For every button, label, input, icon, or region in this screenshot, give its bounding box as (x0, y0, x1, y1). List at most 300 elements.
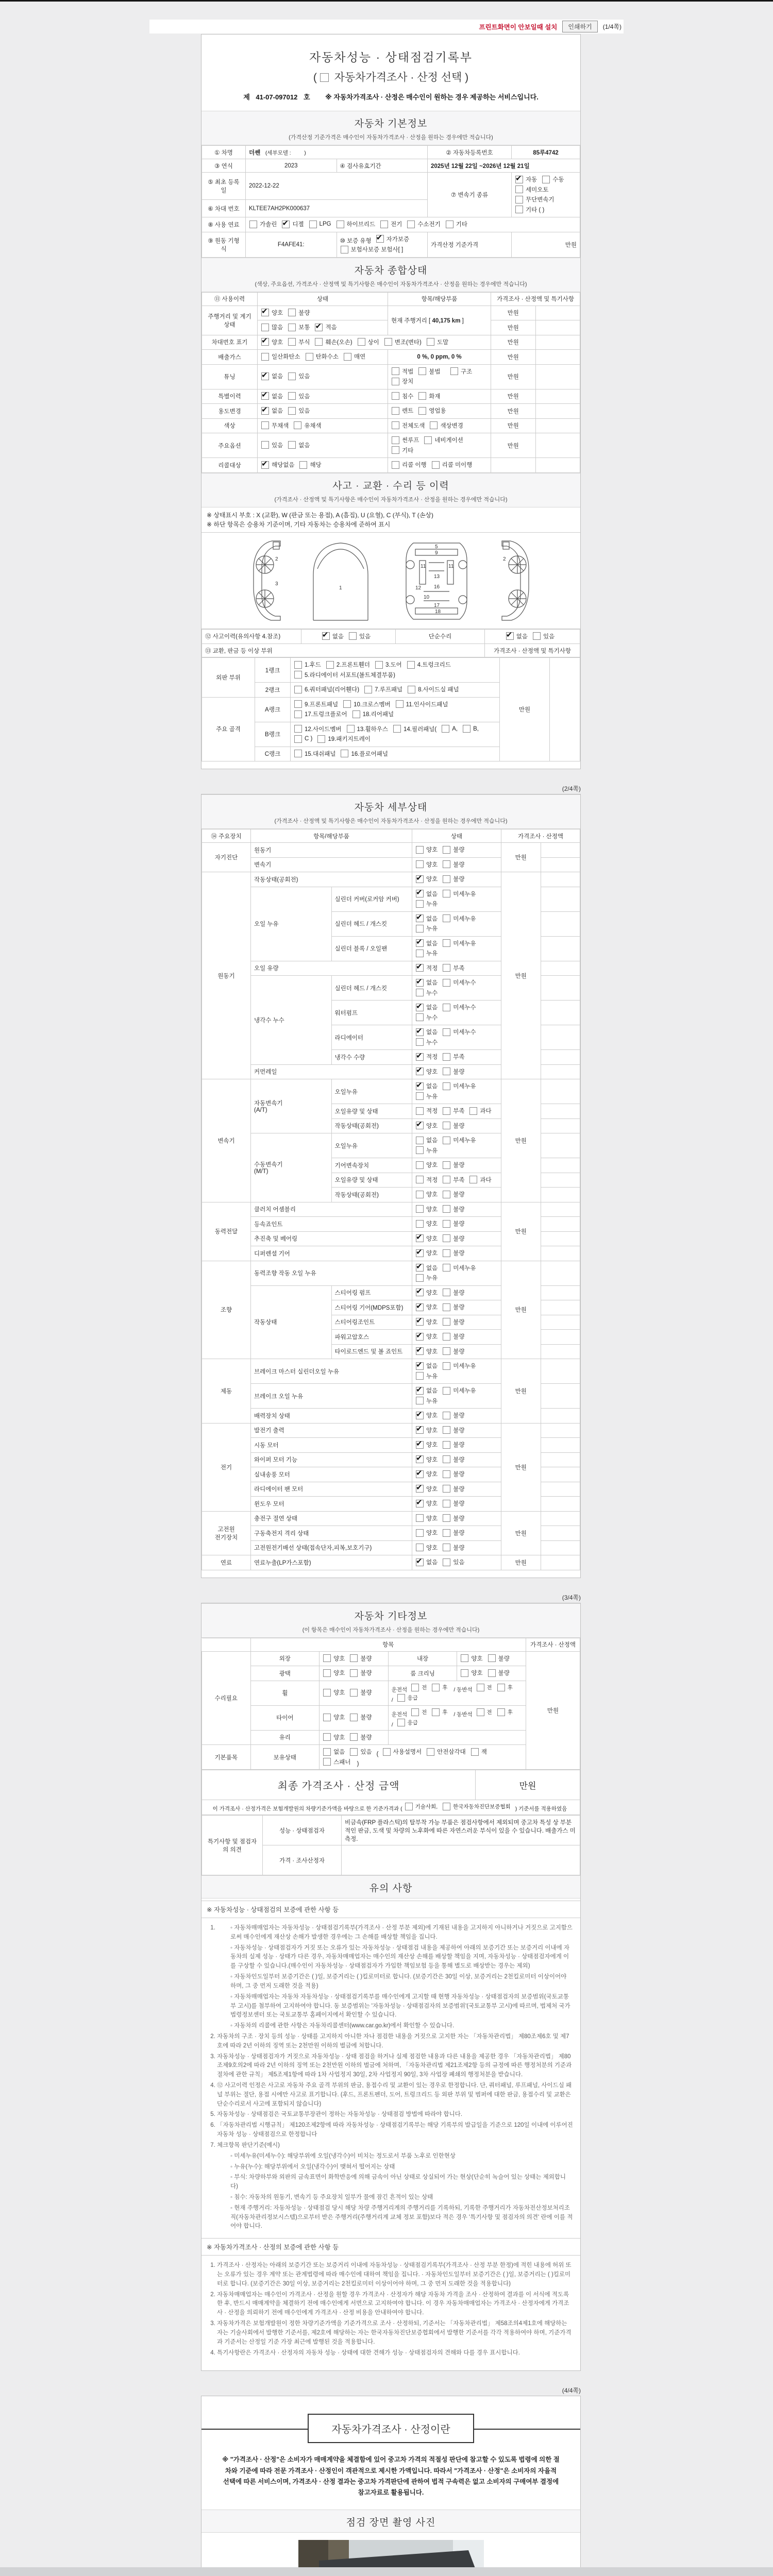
checkbox[interactable] (416, 1137, 424, 1144)
checkbox[interactable] (416, 1514, 424, 1522)
checkbox-option[interactable] (416, 860, 438, 869)
checkbox[interactable] (477, 1684, 484, 1691)
checkbox[interactable] (416, 1426, 424, 1434)
checkbox-option[interactable] (418, 367, 440, 376)
checkbox-option[interactable] (323, 1713, 345, 1721)
checkbox-option[interactable] (294, 660, 321, 669)
checkbox[interactable] (443, 1053, 450, 1061)
checkbox[interactable] (416, 1220, 424, 1228)
checkbox[interactable] (416, 1387, 424, 1395)
checkbox-option[interactable] (309, 221, 331, 228)
checkbox[interactable] (261, 324, 269, 331)
checkbox[interactable] (443, 1234, 450, 1242)
checkbox-option[interactable] (294, 750, 335, 758)
checkbox[interactable] (416, 1161, 424, 1169)
checkbox[interactable] (294, 661, 302, 669)
checkbox[interactable] (443, 1137, 450, 1144)
checkbox[interactable] (323, 1689, 331, 1697)
checkbox[interactable] (443, 860, 450, 868)
checkbox-option[interactable] (407, 660, 451, 669)
checkbox[interactable] (416, 1441, 424, 1449)
checkbox-option[interactable] (432, 1708, 447, 1716)
checkbox-option[interactable] (411, 1708, 427, 1716)
checkbox[interactable] (443, 1500, 450, 1507)
checkbox-option[interactable] (416, 964, 438, 972)
checkbox-option[interactable] (427, 338, 448, 346)
checkbox[interactable] (443, 1067, 450, 1075)
checkbox[interactable] (427, 1748, 434, 1756)
checkbox[interactable] (416, 890, 424, 897)
checkbox-option[interactable] (261, 309, 283, 317)
checkbox-option[interactable] (515, 206, 544, 214)
checkbox-option[interactable] (416, 1372, 438, 1380)
checkbox-option[interactable] (416, 949, 438, 957)
checkbox-option[interactable] (443, 1122, 464, 1130)
checkbox[interactable] (341, 750, 348, 757)
checkbox[interactable] (443, 979, 450, 987)
checkbox-option[interactable] (443, 978, 476, 987)
checkbox[interactable] (358, 338, 365, 346)
checkbox[interactable] (418, 407, 426, 415)
checkbox[interactable] (288, 407, 296, 415)
checkbox-option[interactable] (416, 1455, 438, 1464)
checkbox[interactable] (288, 441, 296, 449)
checkbox[interactable] (443, 1082, 450, 1090)
checkbox-option[interactable] (443, 890, 476, 898)
checkbox[interactable] (416, 1362, 424, 1370)
checkbox[interactable] (443, 1264, 450, 1272)
checkbox-option[interactable] (392, 446, 413, 454)
checkbox-option[interactable] (443, 1529, 464, 1537)
checkbox-option[interactable] (317, 735, 371, 743)
checkbox-option[interactable] (443, 1003, 476, 1011)
checkbox-option[interactable] (515, 175, 537, 183)
checkbox-option[interactable] (497, 1708, 513, 1716)
checkbox[interactable] (418, 367, 426, 375)
checkbox-option[interactable] (533, 632, 554, 640)
checkbox-option[interactable] (416, 890, 438, 898)
checkbox-option[interactable] (443, 1053, 464, 1061)
checkbox-option[interactable] (443, 875, 464, 883)
checkbox[interactable] (443, 1289, 450, 1296)
checkbox[interactable] (443, 890, 450, 897)
checkbox-option[interactable] (288, 441, 310, 449)
checkbox[interactable] (323, 1733, 331, 1741)
checkbox-option[interactable] (288, 338, 310, 346)
checkbox[interactable] (384, 338, 392, 346)
checkbox[interactable] (294, 725, 302, 733)
checkbox-option[interactable] (392, 392, 413, 400)
checkbox[interactable] (416, 1028, 424, 1036)
checkbox-option[interactable] (416, 1440, 438, 1449)
checkbox[interactable] (416, 1544, 424, 1551)
checkbox[interactable] (443, 846, 450, 854)
checkbox[interactable] (416, 989, 424, 996)
checkbox-option[interactable] (443, 914, 476, 923)
checkbox[interactable] (294, 750, 302, 757)
checkbox-option[interactable] (443, 1318, 464, 1326)
checkbox[interactable] (408, 686, 415, 693)
checkbox-option[interactable] (376, 235, 409, 243)
checkbox-option[interactable] (416, 1067, 438, 1076)
checkbox-option[interactable] (282, 220, 304, 228)
checkbox[interactable] (443, 914, 450, 922)
checkbox[interactable] (443, 875, 450, 883)
checkbox[interactable] (416, 1303, 424, 1311)
checkbox[interactable] (294, 671, 302, 679)
checkbox-option[interactable] (488, 1654, 510, 1663)
checkbox-option[interactable] (343, 700, 391, 708)
checkbox[interactable] (397, 1694, 405, 1702)
checkbox-option[interactable] (322, 632, 344, 640)
checkbox-option[interactable] (416, 1146, 438, 1155)
checkbox-option[interactable] (407, 220, 440, 228)
checkbox-option[interactable] (416, 1161, 438, 1169)
checkbox-option[interactable] (443, 860, 464, 869)
checkbox-option[interactable] (416, 1082, 438, 1090)
checkbox-option[interactable] (416, 1092, 438, 1100)
checkbox[interactable] (294, 700, 302, 708)
checkbox-option[interactable] (469, 1176, 491, 1184)
checkbox-option[interactable] (443, 1205, 464, 1213)
checkbox[interactable] (416, 950, 424, 957)
checkbox-option[interactable] (427, 1748, 466, 1756)
checkbox[interactable] (392, 461, 399, 469)
checkbox[interactable] (407, 221, 415, 228)
checkbox[interactable] (261, 441, 269, 449)
checkbox-option[interactable] (261, 352, 300, 361)
checkbox[interactable] (450, 367, 458, 375)
checkbox[interactable] (432, 1684, 440, 1691)
checkbox-option[interactable] (416, 1303, 438, 1311)
checkbox[interactable] (443, 1412, 450, 1419)
checkbox[interactable] (416, 1455, 424, 1463)
checkbox[interactable] (443, 1529, 450, 1537)
checkbox[interactable] (416, 1038, 424, 1046)
checkbox-option[interactable] (416, 939, 438, 947)
checkbox-option[interactable] (515, 185, 548, 194)
checkbox-option[interactable] (416, 1274, 438, 1282)
checkbox[interactable] (416, 1397, 424, 1404)
checkbox[interactable] (416, 1558, 424, 1566)
checkbox-option[interactable] (443, 1264, 476, 1272)
checkbox-option[interactable] (443, 1470, 464, 1478)
checkbox-option[interactable] (383, 1748, 422, 1756)
checkbox-option[interactable] (471, 1748, 487, 1756)
checkbox-option[interactable] (424, 436, 463, 444)
checkbox[interactable] (350, 1689, 358, 1697)
checkbox-option[interactable] (461, 1654, 482, 1663)
checkbox[interactable] (416, 1529, 424, 1537)
checkbox-option[interactable] (443, 1803, 511, 1810)
checkbox-option[interactable] (416, 1470, 438, 1478)
checkbox-option[interactable] (261, 372, 283, 380)
checkbox-option[interactable] (443, 1558, 464, 1566)
checkbox-option[interactable] (430, 421, 463, 430)
checkbox-option[interactable] (416, 1426, 438, 1434)
checkbox-option[interactable] (443, 1362, 476, 1370)
checkbox-option[interactable] (416, 1219, 438, 1228)
checkbox[interactable] (418, 392, 426, 400)
checkbox-option[interactable] (443, 1544, 464, 1552)
checkbox[interactable] (350, 1714, 358, 1721)
checkbox[interactable] (427, 338, 434, 346)
checkbox[interactable] (416, 1289, 424, 1296)
checkbox-option[interactable] (261, 421, 289, 430)
checkbox-option[interactable] (416, 1205, 438, 1213)
checkbox[interactable] (323, 1758, 331, 1766)
checkbox[interactable] (392, 421, 399, 429)
checkbox-option[interactable] (416, 924, 438, 933)
checkbox[interactable] (416, 1122, 424, 1129)
checkbox[interactable] (416, 1082, 424, 1090)
checkbox-option[interactable] (337, 220, 376, 228)
checkbox[interactable] (416, 964, 424, 972)
checkbox-option[interactable] (443, 1190, 464, 1198)
checkbox[interactable] (416, 1092, 424, 1100)
checkbox[interactable] (416, 1333, 424, 1341)
checkbox[interactable] (416, 1485, 424, 1493)
checkbox[interactable] (261, 353, 269, 361)
checkbox-option[interactable] (416, 1249, 438, 1257)
checkbox-option[interactable] (380, 220, 402, 228)
checkbox[interactable] (515, 176, 523, 183)
checkbox-option[interactable] (443, 1440, 464, 1449)
checkbox[interactable] (432, 1708, 440, 1716)
checkbox-option[interactable] (443, 964, 464, 972)
checkbox-option[interactable] (288, 406, 310, 415)
checkbox[interactable] (416, 1176, 424, 1183)
print-button[interactable]: 인쇄하기 (562, 21, 597, 32)
checkbox-option[interactable] (416, 1136, 438, 1144)
checkbox[interactable] (294, 421, 301, 429)
checkbox-option[interactable] (416, 1347, 438, 1355)
checkbox-option[interactable] (416, 845, 438, 854)
checkbox[interactable] (443, 1191, 450, 1198)
checkbox-option[interactable] (323, 1758, 350, 1766)
checkbox[interactable] (416, 939, 424, 947)
checkbox[interactable] (416, 1372, 424, 1380)
checkbox-option[interactable] (347, 725, 388, 733)
checkbox-option[interactable] (506, 632, 528, 640)
checkbox-option[interactable] (443, 1426, 464, 1434)
checkbox-option[interactable] (288, 323, 310, 331)
checkbox[interactable] (416, 846, 424, 854)
checkbox-option[interactable] (261, 441, 283, 449)
checkbox[interactable] (282, 221, 290, 228)
checkbox[interactable] (416, 1264, 424, 1272)
checkbox[interactable] (288, 372, 296, 380)
checkbox-option[interactable] (416, 1499, 438, 1507)
checkbox[interactable] (443, 1028, 450, 1036)
checkbox[interactable] (515, 185, 523, 193)
checkbox[interactable] (461, 1654, 468, 1662)
checkbox-option[interactable] (393, 725, 436, 733)
checkbox-option[interactable] (396, 700, 448, 708)
checkbox[interactable] (323, 1714, 331, 1721)
checkbox[interactable] (542, 176, 550, 183)
checkbox-option[interactable] (416, 1558, 438, 1566)
checkbox[interactable] (443, 1122, 450, 1129)
checkbox-option[interactable] (364, 685, 402, 693)
checkbox[interactable] (416, 1013, 424, 1021)
checkbox[interactable] (443, 1485, 450, 1493)
checkbox-option[interactable] (350, 1654, 372, 1663)
checkbox-option[interactable] (432, 1684, 447, 1691)
checkbox[interactable] (261, 392, 269, 400)
checkbox-option[interactable] (416, 1397, 438, 1405)
checkbox[interactable] (416, 1274, 424, 1282)
checkbox-option[interactable] (384, 338, 422, 346)
checkbox-option[interactable] (326, 660, 370, 669)
checkbox-option[interactable] (344, 352, 365, 361)
checkbox-option[interactable] (443, 1303, 464, 1311)
checkbox[interactable] (261, 461, 269, 469)
checkbox-option[interactable] (397, 1694, 418, 1702)
checkbox[interactable] (343, 700, 351, 708)
checkbox-option[interactable] (408, 685, 459, 693)
checkbox-option[interactable] (350, 1688, 372, 1697)
checkbox-option[interactable] (416, 1028, 438, 1036)
checkbox-option[interactable] (463, 725, 479, 733)
checkbox-option[interactable] (477, 1684, 492, 1691)
checkbox[interactable] (392, 392, 399, 400)
window-bottom-bar[interactable] (0, 2567, 773, 2576)
checkbox[interactable] (416, 1412, 424, 1419)
checkbox[interactable] (443, 1347, 450, 1355)
checkbox[interactable] (424, 436, 432, 444)
checkbox-option[interactable] (443, 1107, 464, 1115)
checkbox-option[interactable] (443, 1485, 464, 1493)
checkbox-option[interactable] (323, 1654, 345, 1663)
checkbox[interactable] (497, 1708, 505, 1716)
checkbox-option[interactable] (392, 406, 413, 415)
checkbox-option[interactable] (416, 1362, 438, 1370)
checkbox[interactable] (315, 338, 323, 346)
checkbox[interactable] (249, 221, 257, 228)
checkbox-option[interactable] (350, 1669, 372, 1677)
checkbox-option[interactable] (416, 1544, 438, 1552)
checkbox-option[interactable] (375, 660, 402, 669)
checkbox-option[interactable] (405, 1803, 438, 1810)
install-print-helper-link[interactable]: 프린트화면이 안보일때 설치 (479, 23, 558, 31)
checkbox[interactable] (299, 461, 307, 469)
price-survey-select-checkbox[interactable] (320, 73, 329, 82)
checkbox[interactable] (383, 1748, 391, 1756)
checkbox[interactable] (443, 1303, 450, 1311)
checkbox-option[interactable] (497, 1684, 513, 1691)
checkbox[interactable] (397, 1719, 405, 1726)
checkbox[interactable] (416, 1053, 424, 1061)
checkbox-option[interactable] (416, 1332, 438, 1341)
checkbox[interactable] (288, 324, 296, 331)
checkbox[interactable] (515, 206, 523, 213)
checkbox[interactable] (376, 235, 384, 243)
checkbox-option[interactable] (416, 875, 438, 883)
checkbox[interactable] (443, 1318, 450, 1326)
checkbox-option[interactable] (341, 750, 388, 758)
checkbox[interactable] (416, 1146, 424, 1154)
checkbox-option[interactable] (443, 1082, 476, 1090)
checkbox[interactable] (488, 1654, 496, 1662)
checkbox-option[interactable] (416, 1411, 438, 1419)
checkbox-option[interactable] (416, 914, 438, 923)
checkbox[interactable] (477, 1708, 484, 1716)
checkbox[interactable] (469, 1107, 477, 1115)
checkbox[interactable] (461, 1669, 468, 1677)
checkbox-option[interactable] (350, 1713, 372, 1721)
checkbox-option[interactable] (416, 1289, 438, 1297)
checkbox[interactable] (261, 338, 269, 346)
checkbox[interactable] (432, 461, 440, 469)
checkbox[interactable] (430, 421, 438, 429)
checkbox[interactable] (506, 632, 514, 640)
checkbox[interactable] (443, 1161, 450, 1169)
checkbox[interactable] (380, 221, 388, 228)
checkbox-option[interactable] (416, 1038, 438, 1046)
checkbox[interactable] (443, 1544, 450, 1551)
checkbox-option[interactable] (432, 461, 473, 469)
checkbox[interactable] (288, 392, 296, 400)
checkbox[interactable] (443, 1441, 450, 1449)
checkbox[interactable] (416, 1347, 424, 1355)
checkbox-option[interactable] (349, 632, 371, 640)
checkbox-option[interactable] (392, 461, 427, 469)
checkbox-option[interactable] (443, 1136, 476, 1144)
checkbox-option[interactable] (416, 989, 438, 997)
checkbox[interactable] (323, 1748, 331, 1756)
checkbox[interactable] (350, 1669, 358, 1677)
checkbox-option[interactable] (469, 1107, 491, 1115)
checkbox-option[interactable] (249, 220, 277, 228)
checkbox[interactable] (405, 1803, 413, 1810)
checkbox-option[interactable] (294, 725, 342, 733)
checkbox-option[interactable] (294, 700, 338, 708)
checkbox-option[interactable] (443, 1176, 464, 1184)
checkbox-option[interactable] (443, 1028, 476, 1036)
checkbox-option[interactable] (416, 1176, 438, 1184)
checkbox[interactable] (392, 436, 399, 444)
checkbox[interactable] (323, 1669, 331, 1677)
checkbox[interactable] (392, 367, 399, 375)
checkbox[interactable] (407, 661, 415, 669)
checkbox-option[interactable] (461, 1669, 482, 1677)
checkbox-option[interactable] (261, 392, 283, 400)
checkbox[interactable] (443, 1205, 450, 1213)
checkbox-option[interactable] (416, 1013, 438, 1022)
checkbox-option[interactable] (294, 671, 395, 679)
checkbox-option[interactable] (352, 710, 394, 718)
checkbox-option[interactable] (416, 1003, 438, 1011)
checkbox-option[interactable] (261, 406, 283, 415)
checkbox[interactable] (471, 1748, 479, 1756)
checkbox[interactable] (350, 1748, 358, 1756)
checkbox[interactable] (443, 939, 450, 947)
checkbox[interactable] (497, 1684, 505, 1691)
checkbox[interactable] (261, 372, 269, 380)
checkbox[interactable] (488, 1669, 496, 1677)
checkbox-option[interactable] (288, 392, 310, 400)
checkbox[interactable] (443, 1455, 450, 1463)
checkbox-option[interactable] (294, 421, 321, 430)
checkbox-option[interactable] (416, 1264, 438, 1272)
checkbox-option[interactable] (416, 1107, 438, 1115)
checkbox[interactable] (261, 407, 269, 415)
checkbox-option[interactable] (443, 939, 476, 947)
checkbox[interactable] (337, 221, 344, 228)
checkbox[interactable] (326, 661, 334, 669)
checkbox[interactable] (306, 353, 313, 361)
